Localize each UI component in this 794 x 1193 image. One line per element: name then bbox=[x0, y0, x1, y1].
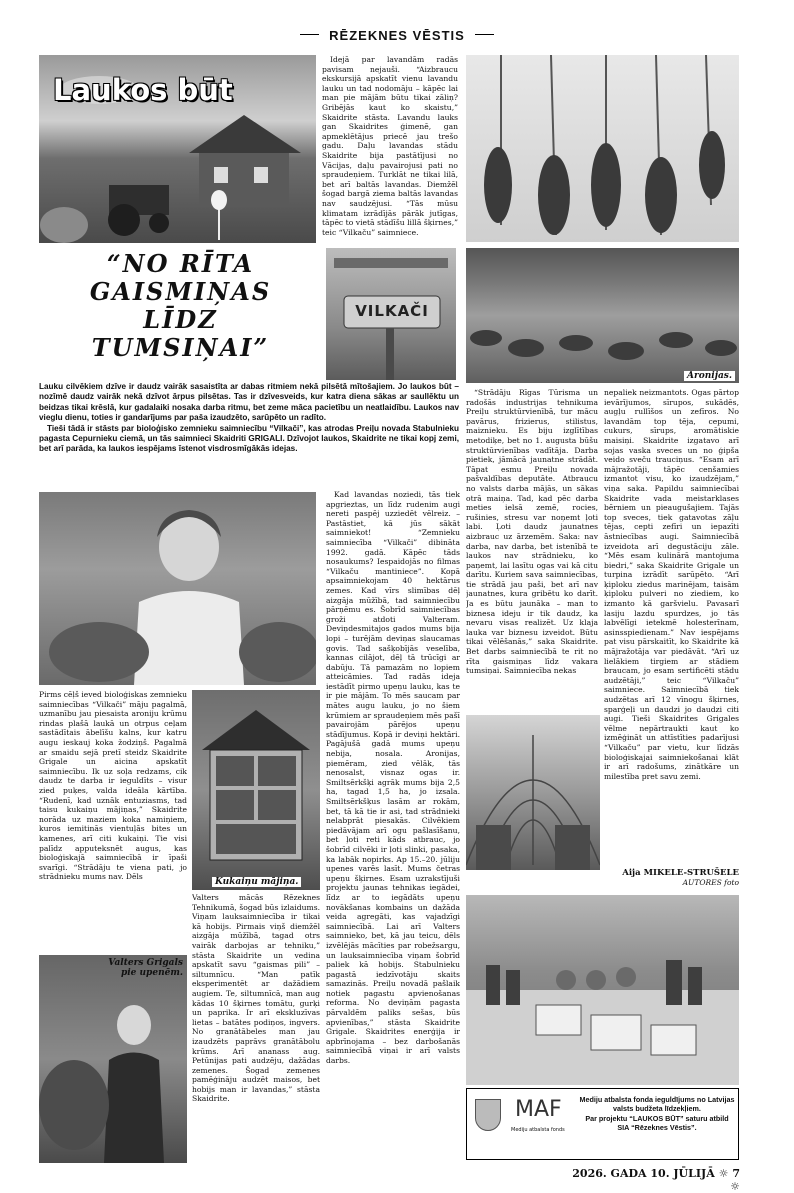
headline-line-3: LĪDZ bbox=[143, 305, 218, 334]
masthead bbox=[0, 22, 794, 48]
headline-box bbox=[39, 250, 322, 370]
masthead-title: RĒZEKNES VĒSTIS bbox=[319, 28, 475, 43]
ad-line-1: Mediju atbalsta fonda ieguldījums no Latvijas valsts budžeta līdzekļiem. bbox=[579, 1095, 735, 1114]
valters-photo bbox=[39, 955, 187, 1163]
issue-date: 2026. GADA 10. JŪLIJĀ bbox=[572, 1167, 715, 1180]
caption-aronijas: Aronijas. bbox=[684, 371, 735, 381]
article-column-c: Kad lavandas noziedi, tās tiek apgrieztas, un līdz rudenim augi nereti paspēj uzziedēt vēlreiz. –Pastāstiet, kā jūs sākāt saimniekot! “Zemnieku saimniecība “Vilkači” dibināta 1992. gadā. Kāpēc tāds nosaukums? Iespaidojās no filmas “Vilkaču mantiniece”. Kopā apsaimniekojam 40 hektārus zemes. Kad vīrs slimības dēļ aizgāja mūžībā, tad saimniecību pārņēmu es. Šobrīd saimniecības groži atdoti Valteram. Deviņdesmitajos gados mums bija lopi – turējām deviņas slaucamas govis. Tad sašķobījās veselība, kannas cilājot, dēļ tā trūcīgi ar dabūju. Tā pamazām no lopiem atteicāmies. Tad radās ideja iestādīt pirmo upeņu lauku, kas te ir pie mājām. To mēs saucam par mātes augu lauku, jo no šiem krūmiem ar spraudeņiem mēs pašī pavairojām pārējos upeņu stādījumus. Kopā ir deviņi hektāri. Pagājušā gadā mums upeņu nebija, nosala. Aronijas, piemēram, zied vēlāk, tās nenosalst, visnaz ogas ir. Smiltsērkšķi agrāk mums bija 2,5 ha, tagad 1,5 ha, jo izsala. Smiltsērkšķus lasām ar rokām, bet, tā kā tie ir asi, tad strādnieki nelabprāt piesakās. Cilvēkiem piedāvājam arī ogu pašlasīšanu, bet ļoti reti kāds atbrauc, jo šobrīd cilvēki ir ļoti slinki, pasaka, ka labāk nopirks. Ap 15.–20. jūliju upenes varēs lasīt. Mums četras upeņu šķirnes. Esam uzrakstījuši projektu jaunas tehnikas iegādei, līdz ar to iegādāts upeņu novākšanas kombains un dažāda veida agregāti, kas vajadzīgi saimniecībā. Lai arī Valters saimnieko, bet, kā jau teicu, dēls izvēlējās mācīties par robežsargu, un lauksaimniecība viņam šobrīd paliek kā hobijs. Stabulnieku pagastā iedzīvotāju skaits samazinās. Preiļu novadā pašlaik notiek pagastu apvienošanas reforma. No deviņām pagasta pārvaldēm paliks sešas, būs apvienības,” stāsta Skaidrite Grigale. Skaidrites enerģija ir apbrīnojama – bez darbošanās saimniecībā viņai ir arī valsts darbs. bbox=[326, 490, 460, 1066]
sun-icon: ☼ bbox=[718, 1167, 729, 1180]
article-column-a: Pirms cēļš ieved bioloģiskas zemnieku saimniecības “Vilkači” māju pagalmā, uzmanību jau piesaista aroniju krūmu rindas plašā laukā un otrpus ceļam sastādītais ābelīšu kalns, kur katru augu ieskauj koka žodziņš. Pagalmā ar smaidu sejā pretī steidz Skaidrite Grigale un aicina apskatīt saimniecību. Ik uz soļa redzams, cik daudz te darba ir ieguldīts – visur zied puķes, valda ideāla kārtība. “Rudenī, kad uznāk entuziasms, tad taisu kukaiņu mājiņas,” Skaidrite norāda uz maziem koka namiņiem, kuros iemitinās vientuļās bites un kamenes, arī citi kukaiņi. Tie visi palīdz apputeksnēt augus, kas bioloģiskajā saimniecībā ir īpaši svarīgi. “Strādāju te viena pati, jo strādnieku mums nav. Dēls bbox=[39, 690, 187, 882]
article-column-b: Valters mācās Rēzeknes Tehnikumā, šogad būs izlaidums. Viņam lauksaimniecība ir tikai kā hobijs. Pirmais viņš diemžēl aizgāja mūžībā, tagad otrs vairāk darbojas ar tehniku,” stāsta Skaidrite un vedina apskatīt savu “gaismas pili” – siltumnīcu. “Man patīk eksperimentēt ar dažādiem augiem. Te, siltumnīcā, man aug kādas 10 šķirnes tomātu, gurķi un paprika. Ir arī ekskluzīvas lietas – batātes podiņos, ingvers. No granātābeles man jau izaudzēts paprāvs granātābolu krūms. Arī ananass aug. Petūnijas pati audzēju, dažādas zemenes. Šogad zemenes pamēģināju audzēt maisos, bet hobijs man ir lavandas,” stāsta Skaidrite. bbox=[192, 893, 320, 1104]
sign-text: VILKAČI bbox=[355, 302, 429, 320]
article-column-e: nepaliek neizmantots. Ogas pārtop ievārījumos, sīrupos, sukādēs, augļu rullīšos un zefīros. No lavandām top tēja, cepumi, cukurs, sīrups, aromātiskie maisiņi. Skaidrite izgatavo arī sojas vaska sveces un no ģipša veido sveču trauciņus. “Esam arī mājražotāji, tāpēc cenšamies izmantot visu, ko izaudzējam,” viņa saka. Papildu saimniecībai Skaidrite vada meistarklases bērniem un pieaugušajiem. Tajās top sveces, tiek gatavotas zāļu tējas, cepti zefīri un iepazīti āstniecības augi. Saimniecībā izveidota arī degustāciju zāle. “Mēs esam kulinārā mantojuma biedri,” saka Skaidrite Grigale un turpina izrādīt sarūpēto. “Arī ķiploku ziedus marinējam, taisām ķiploku pulveri no ziediem, ko izmanto kā garšvielu. Pavasarī lasiju lazdu spurdzes, jo tās labvēlīgi ietekmē holesterīnam, asinsspiedienam.” Nav iespējams pat visu pārskaitīt, ko Skaidrite kā mājražotāja var piedāvāt. “Arī uz lielākiem tirgiem ar stādiem braucam, jo esam sertificēti stādu audzētāji,” teic “Vilkaču” saimniece. Saimniecībā tiek audzētas arī 12 vīnogu šķirnes, sparģeļi un daudzi jo daudzi citi augi. Tieši Skaidrites Grigales vēlme nepārtraukti kaut ko izmēģināt un attīstīties padarījusi “Vilkaču” par vietu, kur līdzās bioloģiskajai saimniekošanai klāt ir arī radošums, zinātkāre un milestība pret savu zemi. bbox=[604, 388, 739, 781]
photo-credit: AUTORES foto bbox=[682, 878, 739, 887]
rubric-label: Laukos būt bbox=[53, 73, 233, 107]
author-name: Aija MIKELE-STRUŠELE bbox=[622, 868, 739, 878]
lead-paragraph: Lauku cilvēkiem dzīve ir daudz vairāk sasaistīta ar dabas ritmiem nekā pilsētā mītošajiem. Jo laukos būt – nozīmē daudz vairāk nekā dzīvot ārpus pilsētas. Tas ir dzīvesveids, kur katra diena sākas ar saullēktu un beidzas tikai krēslā, kur gadalaiki nosaka darba ritmu, bet zeme māca pacietību un neatlaidību. Laukos nav vieglu dienu, toties ir gandarījums par paša izaudzēto, sarūpēto un radīto. Tieši tādā ir stāsts par bioloģisko zemnieku saimniecību “Vilkači”, kas atrodas Preiļu novada Stabulnieku pagasta Cepurnieku ciemā, un tās saimnieci Skaidriti GRIGALI. Dzīvojot laukos, Skaidrite ne tikai kopj zemi, bet arī parāda, ka laukos iespējams īstenot visdrosmīgākās idejas. bbox=[39, 382, 459, 454]
lavender-field-photo bbox=[466, 248, 739, 383]
rubric-photo bbox=[39, 55, 316, 243]
lavender-bundles-photo bbox=[466, 55, 739, 242]
ad-line-3: SIA “Rēzeknes Vēstis”. bbox=[617, 1123, 697, 1133]
headline-line-2: GAISMIŅAS bbox=[89, 277, 272, 306]
author-block bbox=[604, 868, 739, 887]
greenhouse-photo bbox=[466, 715, 600, 870]
page-footer bbox=[566, 1167, 740, 1193]
headline-line-4: TUMSIŅAI” bbox=[91, 333, 270, 362]
insect-hotel-photo bbox=[192, 690, 320, 890]
funding-ad bbox=[466, 1088, 739, 1160]
coat-of-arms-icon bbox=[475, 1099, 501, 1131]
skaidrite-portrait-photo bbox=[39, 492, 316, 685]
caption-kukaini: Kukaiņu mājiņa. bbox=[212, 877, 301, 887]
page-number: 7 bbox=[732, 1167, 740, 1180]
article-column-top: Idejā par lavandām radās pavisam nejauši. “Aizbraucu ekskursijā apskatīt vienu lavandu lauku un tad nodomāju – kāpēc lai man pie mājām būtu tikai zāliņ? Gribējās kaut ko skaistu,” Skaidrite stāsta. Lavandu lauks gan Skaidrites ģimenē, gan apmeklētājus priecē jau trešo gadu. Daļu lavandas stādu Skaidrite bija pastātījusi no Vācijas, daļu pavairojusi pati no spraudeņiem. Turklāt ne tikai lilā, bet arī baltās lavandas. Diemžēl šogad bargā ziema baltās lavandas nav saudzējusi. “Tās mūsu klimatam izrādījās pārāk jutīgas, tāpēc to vietā stādīšu lillā šķirnes,” teic “Vilkaču” saimniece. bbox=[322, 55, 458, 237]
article-column-d: “Strādāju Rīgas Tūrisma un radošās industrijas tehnikuma Preiļu struktūrvienībā, tur mācu pavārus, frizierus, stilistus, maiznieku. Es biju izglītības metodiķe, bet no 1. augusta būšu struktūrvienības vadītāja. Darba pietiek, jāmācā jaunatne strādāt. Tāpat esmu Preiļu novada pašvaldības deputāte. Atbraucu no valsts darba mājās, un sākas otrā maiņa. Tad, kad pēc darba meties ielsā zemē, rocies, rušinies, stresu var noņemt ļoti labi. Ļoti daudz jaunatnes aizbrauc uz ārzemēm. Saka: nav darba, nav darba, bet istenībā te laukos nav strādnieku, ko paņemt, lai lasītu ogas vai kā citu darītu. Kuriem sava saimniecības, tie strādā jau paši, bet arī nav jaunatnes, kura gribētu ko darīt. Ja es būtu jaunāka – man to biznesa ideju ir tik daudz, ka nevaru visas realizēt. Uz klaja lauka var biznesu izveidot. Būtu tikai vēlēšanās,” saka Skaidrite. Bet darbs saimniecībā te rit no rīta gaismiņas līdz vakara tumsiņai. Saimniecība nekas bbox=[466, 388, 598, 676]
products-photo bbox=[466, 895, 739, 1085]
caption-valters: Valters Grigals pie upenēm. bbox=[108, 958, 183, 978]
sun-icon: ☼ bbox=[730, 1180, 740, 1193]
maf-logo: MAF bbox=[515, 1097, 562, 1122]
vilkaci-sign-photo bbox=[326, 248, 456, 380]
ad-line-2: Par projektu “LAUKOS BŪT” saturu atbild bbox=[585, 1113, 729, 1123]
maf-logo-subtitle: Mediju atbalsta fonds bbox=[511, 1127, 565, 1133]
headline-line-1: “NO RĪTA bbox=[106, 249, 255, 278]
